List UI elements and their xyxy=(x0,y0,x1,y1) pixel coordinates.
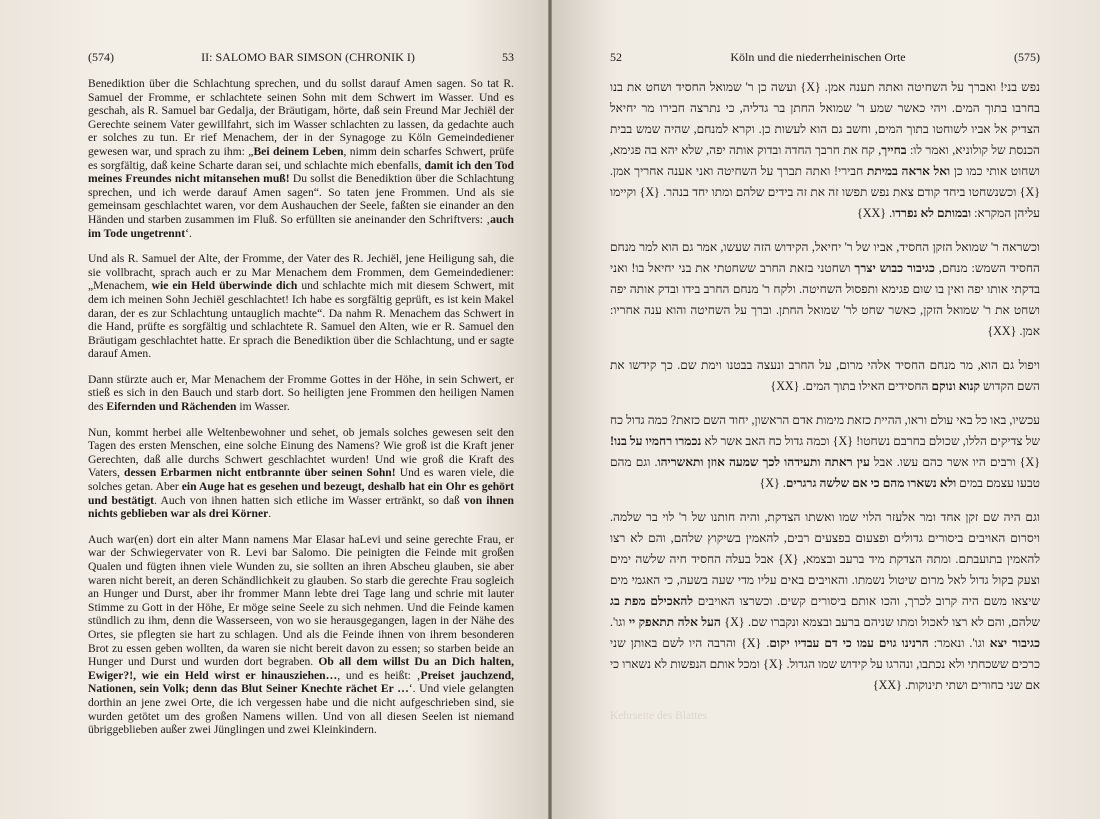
text-run: {X} ורבים היו אשר כהם עשו. אבל xyxy=(869,455,1040,469)
text-run: Und als R. Samuel der Alte, der Fromme, der Vater des R. Jechiël, jene Heiligung sah, die sie vollbracht, sprach auch er zu Mar Menachem dem Frommen, dem Gemeindediener: „Menachem, xyxy=(88,252,514,293)
text-run: . {X} xyxy=(759,476,786,490)
right-page-number: 52 xyxy=(610,50,622,64)
right-page xyxy=(552,0,1100,819)
emphasis-text: ואל אראה במיתת xyxy=(866,164,951,178)
text-run: Nun, kommt herbei alle Weltenbewohner und sehet, ob jemals solches gewesen seit den Tagen des ersten Menschen, eine solche Einung des Namens? Wie groß ist die Kraft jener Gerechten, daß alle durchs Schwert geschlachtet wurden! Und wie groß die Kraft des Vaters, xyxy=(88,425,514,480)
text-run: ושחטני בזאת החרב ששחטתי את בני יחיאל בו! ואני בדקתי אותו יפה ואין בו שום פגימא ותפסול השחיטה. ולקח ר' מנחם החרב בידו ובדק אותה יפה ושחט את ר' שמואל הזקן, כאשר שחט לר' שמואל החתן. וברך על השחיטה והוא ענה אחריו: אמן. {XX} xyxy=(610,261,1040,338)
text-run: im Wasser. xyxy=(236,400,290,414)
right-page-label: (575) xyxy=(1014,50,1040,64)
text-run: . וגם מהם טבעו עצמם במים xyxy=(610,455,1040,490)
left-page xyxy=(0,0,548,819)
paragraph xyxy=(610,237,1040,342)
text-run: חבירי! ואתה תברך על השחיטה ואני אענה אחריך אמן. {X} וכשנשחטו ביחד קודם צאת נפש תפשו זה את זה בידים שלהם ומתו יחד בנהר. {X} וקיימו עליהן המקרא: xyxy=(610,164,1040,220)
text-run: עכשיו, באו כל באי עולם וראו, ההיית כזאת מימות אדם הראשון, יחוד השם כזאת? כמה גדול כח של צדיקים הללו, שכולם בחרבם נשחטו! {X} וכמה גדול כח האב אשר לא xyxy=(610,413,1040,448)
paragraph xyxy=(88,77,514,240)
paragraph xyxy=(88,373,514,414)
right-header-title: Köln und die niederrheinischen Orte xyxy=(730,50,906,64)
text-run: . xyxy=(268,507,272,521)
text-run: Du sollst die Benediktion über die Schlachtung sprechen, und ich werde darauf Amen sagen“. So taten jene Frommen. Und als sie gemeinsam geschlachtet waren, vor dem Aushauchen der Seele, faßten sie einander an den Händen und starben zusammen im Fluß. So erfüllten sie aneinander den Schriftvers: ‚ xyxy=(88,172,514,226)
right-running-head xyxy=(610,50,1040,64)
paragraph xyxy=(610,410,1040,494)
emphasis-text: damit ich den Tod meines Freundes nicht mitansehen muß! xyxy=(88,158,514,186)
emphasis-text: Eifernden und Rächenden xyxy=(106,400,237,414)
emphasis-text: wie ein Held überwinde dich xyxy=(151,279,298,293)
left-header-title: II: SALOMO BAR SIMSON (CHRONIK I) xyxy=(201,50,415,64)
text-run: ‘. xyxy=(185,226,192,240)
emphasis-text: dessen Erbarmen nicht entbrannte über seinen Sohn! xyxy=(124,466,396,480)
text-run: . Auch von ihnen hatten sich etliche im Wasser ertränkt, so daß xyxy=(154,493,465,507)
left-page-number: 53 xyxy=(502,50,514,64)
paragraph xyxy=(610,355,1040,397)
paragraph xyxy=(88,426,514,521)
text-run: , קח את חרבך החדה ובדוק אותה יפה, שלא יהא בה פגימא, ושחוט אותי כמו כן xyxy=(610,143,1040,178)
left-body-text xyxy=(88,77,514,737)
text-run: וכשראה ר' שמואל הזקן החסיד, אביו של ר' יחיאל, הקידוש הזה שעשו, אמר גם הוא למר מנחם החסיד השמש: מנחם, xyxy=(610,240,1040,275)
emphasis-text: Preiset jauchzend, Nationen, sein Volk; denn das Blut Seiner Knechte rächet Er … xyxy=(88,668,514,696)
text-run: Benediktion über die Schlachtung sprechen, und du sollst darauf Amen sagen. So tat R. Samuel der Fromme, er schlachtete seinen Sohn mit dem Schwert im Wasser. Und es geschah, als R. Samuel bar Gedalja, der Bräutigam, hörte, daß sein Freund Mar Jechiël der Gerechte seinem Vater gewillfahrt, sich im Wasser schlachten zu lassen, da gedachte auch er solches zu tun. Er rief Menachem, der in der Synagoge zu Köln Gemeindediener gewesen war, und sprach zu ihm: „ xyxy=(88,77,514,158)
paragraph xyxy=(610,507,1040,696)
text-run: . {XX} xyxy=(856,206,893,220)
emphasis-text: כגיבור כבוש יצרך xyxy=(854,261,935,275)
text-run: וגו'. xyxy=(610,615,629,629)
text-run: ויפול גם הוא, מר מנחם החסיד אלהי מרום, על החרב ונעצה בבטנו וימת שם. כך קידשו את השם הקדוש xyxy=(610,358,1040,393)
text-run: נפש בני! ואברך על השחיטה ואתה תענה אמן. {X} ועשה כן ר' שמואל החסיד ושחט את בנו בחרבו בתוך המים. ויהי כאשר שמע ר' שמואל החתן בר גדליה, כי נתרצה חבירו מר יחיאל הצדיק אל אביו לשוחטו בתוך המים, וחשב גם הוא לעשות כן. וקרא למנחם, שהיה שמש בבית הכנסת של קולוניא, ואמר לו: xyxy=(610,80,1041,157)
text-run: Dann stürzte auch er, Mar Menachem der Fromme Gottes in der Höhe, in sein Schwert, er stieß es sich in den Bauch und starb dort. So heiligten jene Frommen den heiligen Namen des xyxy=(88,372,514,414)
text-run: שלהם, והם לא רצו לאכול ומתו שניהם ברעב ובצמא ונקברו שם. {X} xyxy=(720,615,1040,629)
text-run: , und es heißt: ‚ xyxy=(337,668,421,682)
right-body-text xyxy=(610,77,1040,696)
paragraph xyxy=(88,533,514,737)
emphasis-text: עין ראתה ותעידהו לכך שמעה אוזן ותאשריהו xyxy=(657,455,870,469)
paragraph xyxy=(88,252,514,361)
emphasis-text: von ihnen nichts geblieben war als drei Körner xyxy=(88,493,514,521)
text-run: Auch war(en) dort ein alter Mann namens Mar Elasar haLevi und seine gerechte Frau, er war der Schwiegervater von R. Levi bar Salomo. Die peinigten die Feinde mit großen Qualen und fügten ihnen viele Wunden zu, sie sollten an ihren Abscheu glauben, sie aber waren nicht bereit, an deren Schändlichkeit zu glauben. So starb die gerechte Frau sogleich an Hunger und Durst, aber ihr frommer Mann lebte drei Tage lang und schrie mit lauter Stimme zu Gott in der Höhe, Er möge seine Seele zu sich nehmen. Und die Feinde kamen stündlich zu ihm, denn die Wasserseen, von wo sie herausgegangen, lagen in der Nähe des Ortes, sie pflegten sie hart zu schlagen. Und als die Feinde ihnen von ihrem besonderen Brot zu essen geben wollten, da waren sie nicht bereit davon zu essen; so starben beide an Hunger und Durst und wurden dort begraben. xyxy=(88,532,514,669)
paragraph xyxy=(610,77,1040,224)
emphasis-text: ein Auge hat es gesehen und bezeugt, deshalb hat ein Ohr es gehört und bestätigt xyxy=(88,480,514,507)
text-run: וגו'. ונאמר: xyxy=(928,636,990,650)
emphasis-text: ולא נשארו מהם כי אם שלשה גרגרים xyxy=(785,476,957,490)
text-run: , nimm dein scharfes Schwert, prüfe es sorgfältig, daß keine Scharte daran sei, und schlachte mich ebenfalls, xyxy=(88,144,514,172)
emphasis-text: Bei deinem Leben xyxy=(253,144,344,158)
emphasis-text: להאכילם מפת בג xyxy=(610,594,694,608)
text-run: und schlachte mich mit diesem Schwert, mit dem ich meinen Sohn Jechiël geschlachtet! Ich habe es sorgfältig geprüft, es ist kein Makel daran, der es zur Schlachtung untauglich machte“. Da nahm R. Menachem das Schwert in die Hand, prüfte es sorgfältig und schlachtete R. Samuel den Alten, wie er R. Samuel den Bräutigam geschlachtet hatte. Er sprach die Benediktion über die Schlachtung, und er sagte darauf Amen. xyxy=(88,279,514,361)
left-page-label: (574) xyxy=(88,50,114,64)
emphasis-text: בחייך xyxy=(881,143,907,157)
text-run: ‘. Und viele gelangten dorthin an jene zwei Orte, die ich vergessen habe und die nicht aufgeschrieben sind, sie wurden getötet um des großen Namens willen. Und von all diesen Seelen ist niemand übriggeblieben außer zwei Jünglingen und zwei Kleinkindern. xyxy=(88,682,514,737)
emphasis-text: auch im Tode ungetrennt xyxy=(88,212,514,240)
emphasis-text: העל אלה תתאפק יי xyxy=(628,615,721,629)
emphasis-text: הרנינו גוים עמו כי דם עבדיו יקום xyxy=(769,636,929,650)
emphasis-text: ובמותם לא נפרדו xyxy=(892,206,972,220)
text-run: . {X} והרבה היו לשם באותן שני כרכים ששכחתי ולא נכתבו, ונהרגו על קידוש שמו הגדול. {X} ומכל אותם הנפשות לא נשארו כי אם שני בחורים ושתי תינוקות. {XX} xyxy=(610,636,1041,692)
emphasis-text: נכמרו רחמיו על בנו! xyxy=(610,434,702,448)
text-run: Und es waren viele, die solches getan. Aber xyxy=(88,466,514,494)
emphasis-text: קנוא ונוקם xyxy=(931,379,980,393)
emphasis-text: כגיבור יצא xyxy=(989,636,1040,650)
text-run: החסידים האילו בתוך המים. {XX} xyxy=(770,379,932,393)
left-running-head xyxy=(88,50,514,64)
bleed-through-text: Kehrseite des Blattes xyxy=(610,710,708,722)
emphasis-text: Ob all dem willst Du an Dich halten, Ewiger?!, wie ein Held wirst er hinausziehen… xyxy=(88,655,514,682)
text-run: וגם היה שם זקן אחד ומר אלעזר הלוי שמו ואשתו הצדקת, והיה חותנו של ר' לוי בר שלמה. ויסרום האויבים ביסורים גדולים ופצעום בפצעים רבים, להאמין בשיקוץ שלהם, והם לא רצו להאמין בתועבתם. ומתה הצדקת מיד ברעב ובצמא, {X} אבל בעלה החסיד חיה שלשה ימים וצעק בקול גדול לאל מרום שיטול נשמתו. והאויבים באים עליו מדי שעה בשעה, כי האגמי מים שיצאו משם היה קרוב לכרך, והכו אותם ביסורים קשים. וכשרצו האויבים xyxy=(610,510,1040,608)
